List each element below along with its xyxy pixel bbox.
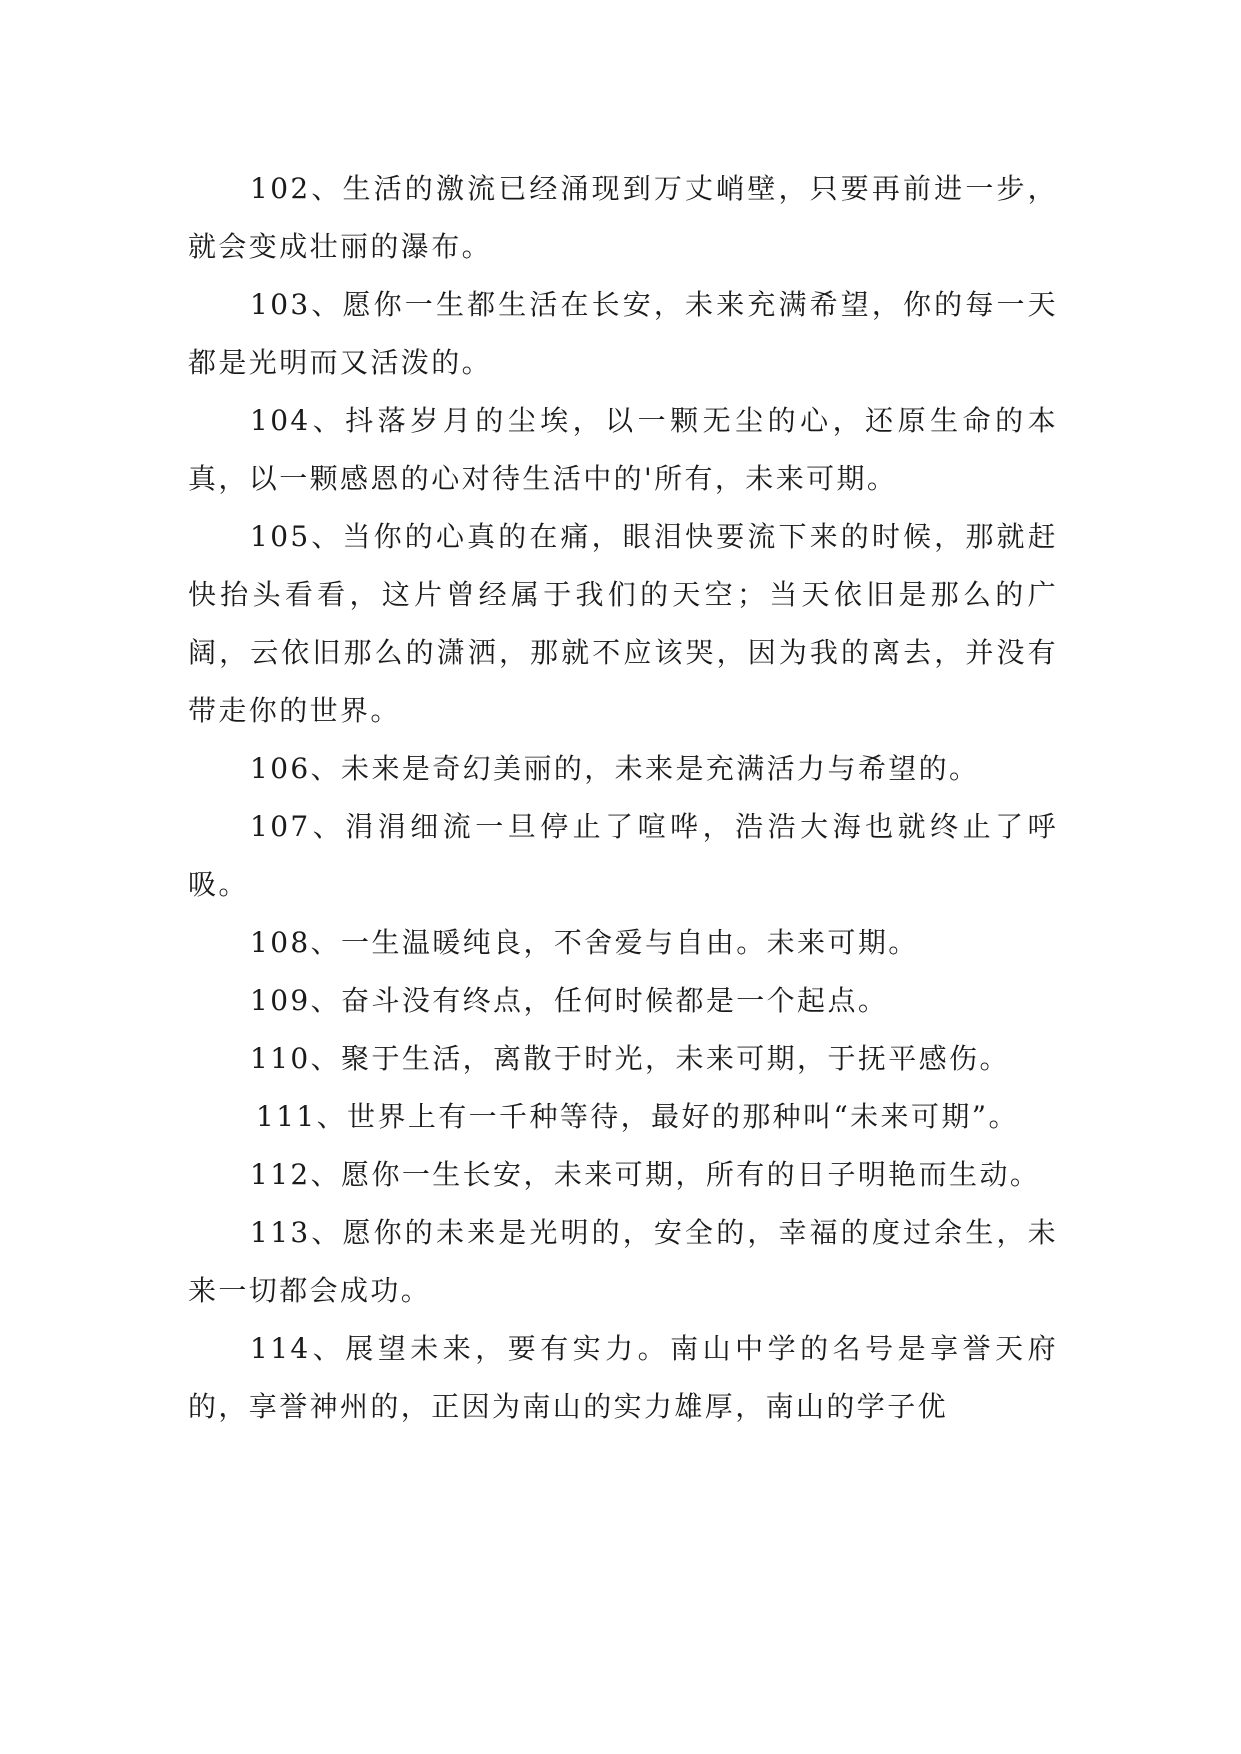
paragraph-113: 113、愿你的未来是光明的，安全的，幸福的度过余生，未来一切都会成功。 bbox=[188, 1216, 1058, 1307]
paragraph-103: 103、愿你一生都生活在长安，未来充满希望，你的每一天都是光明而又活泼的。 bbox=[188, 288, 1058, 379]
document-body bbox=[188, 160, 1058, 1436]
paragraph-111: 111、世界上有一千种等待，最好的那种叫“未来可期”。 bbox=[256, 1100, 1019, 1133]
paragraph-114: 114、展望未来，要有实力。南山中学的名号是享誉天府的，享誉神州的，正因为南山的实力雄厚，南山的学子优 bbox=[188, 1332, 1058, 1423]
paragraph-108: 108、一生温暖纯良，不舍爱与自由。未来可期。 bbox=[250, 926, 919, 959]
paragraph-110: 110、聚于生活，离散于时光，未来可期，于抚平感伤。 bbox=[250, 1042, 1010, 1075]
paragraph-106: 106、未来是奇幻美丽的，未来是充满活力与希望的。 bbox=[250, 752, 980, 785]
paragraph-104: 104、抖落岁月的尘埃，以一颗无尘的心，还原生命的本真，以一颗感恩的心对待生活中的'所有，未来可期。 bbox=[188, 404, 1058, 495]
paragraph-109: 109、奋斗没有终点，任何时候都是一个起点。 bbox=[250, 984, 889, 1017]
paragraph-102: 102、生活的激流已经涌现到万丈峭壁，只要再前进一步，就会变成壮丽的瀑布。 bbox=[188, 172, 1058, 263]
paragraph-112: 112、愿你一生长安，未来可期，所有的日子明艳而生动。 bbox=[250, 1158, 1041, 1191]
paragraph-107: 107、涓涓细流一旦停止了喧哗，浩浩大海也就终止了呼吸。 bbox=[188, 810, 1058, 901]
paragraph-105: 105、当你的心真的在痛，眼泪快要流下来的时候，那就赶快抬头看看，这片曾经属于我们的天空；当天依旧是那么的广阔，云依旧那么的潇洒，那就不应该哭，因为我的离去，并没有带走你的世界。 bbox=[188, 520, 1058, 727]
